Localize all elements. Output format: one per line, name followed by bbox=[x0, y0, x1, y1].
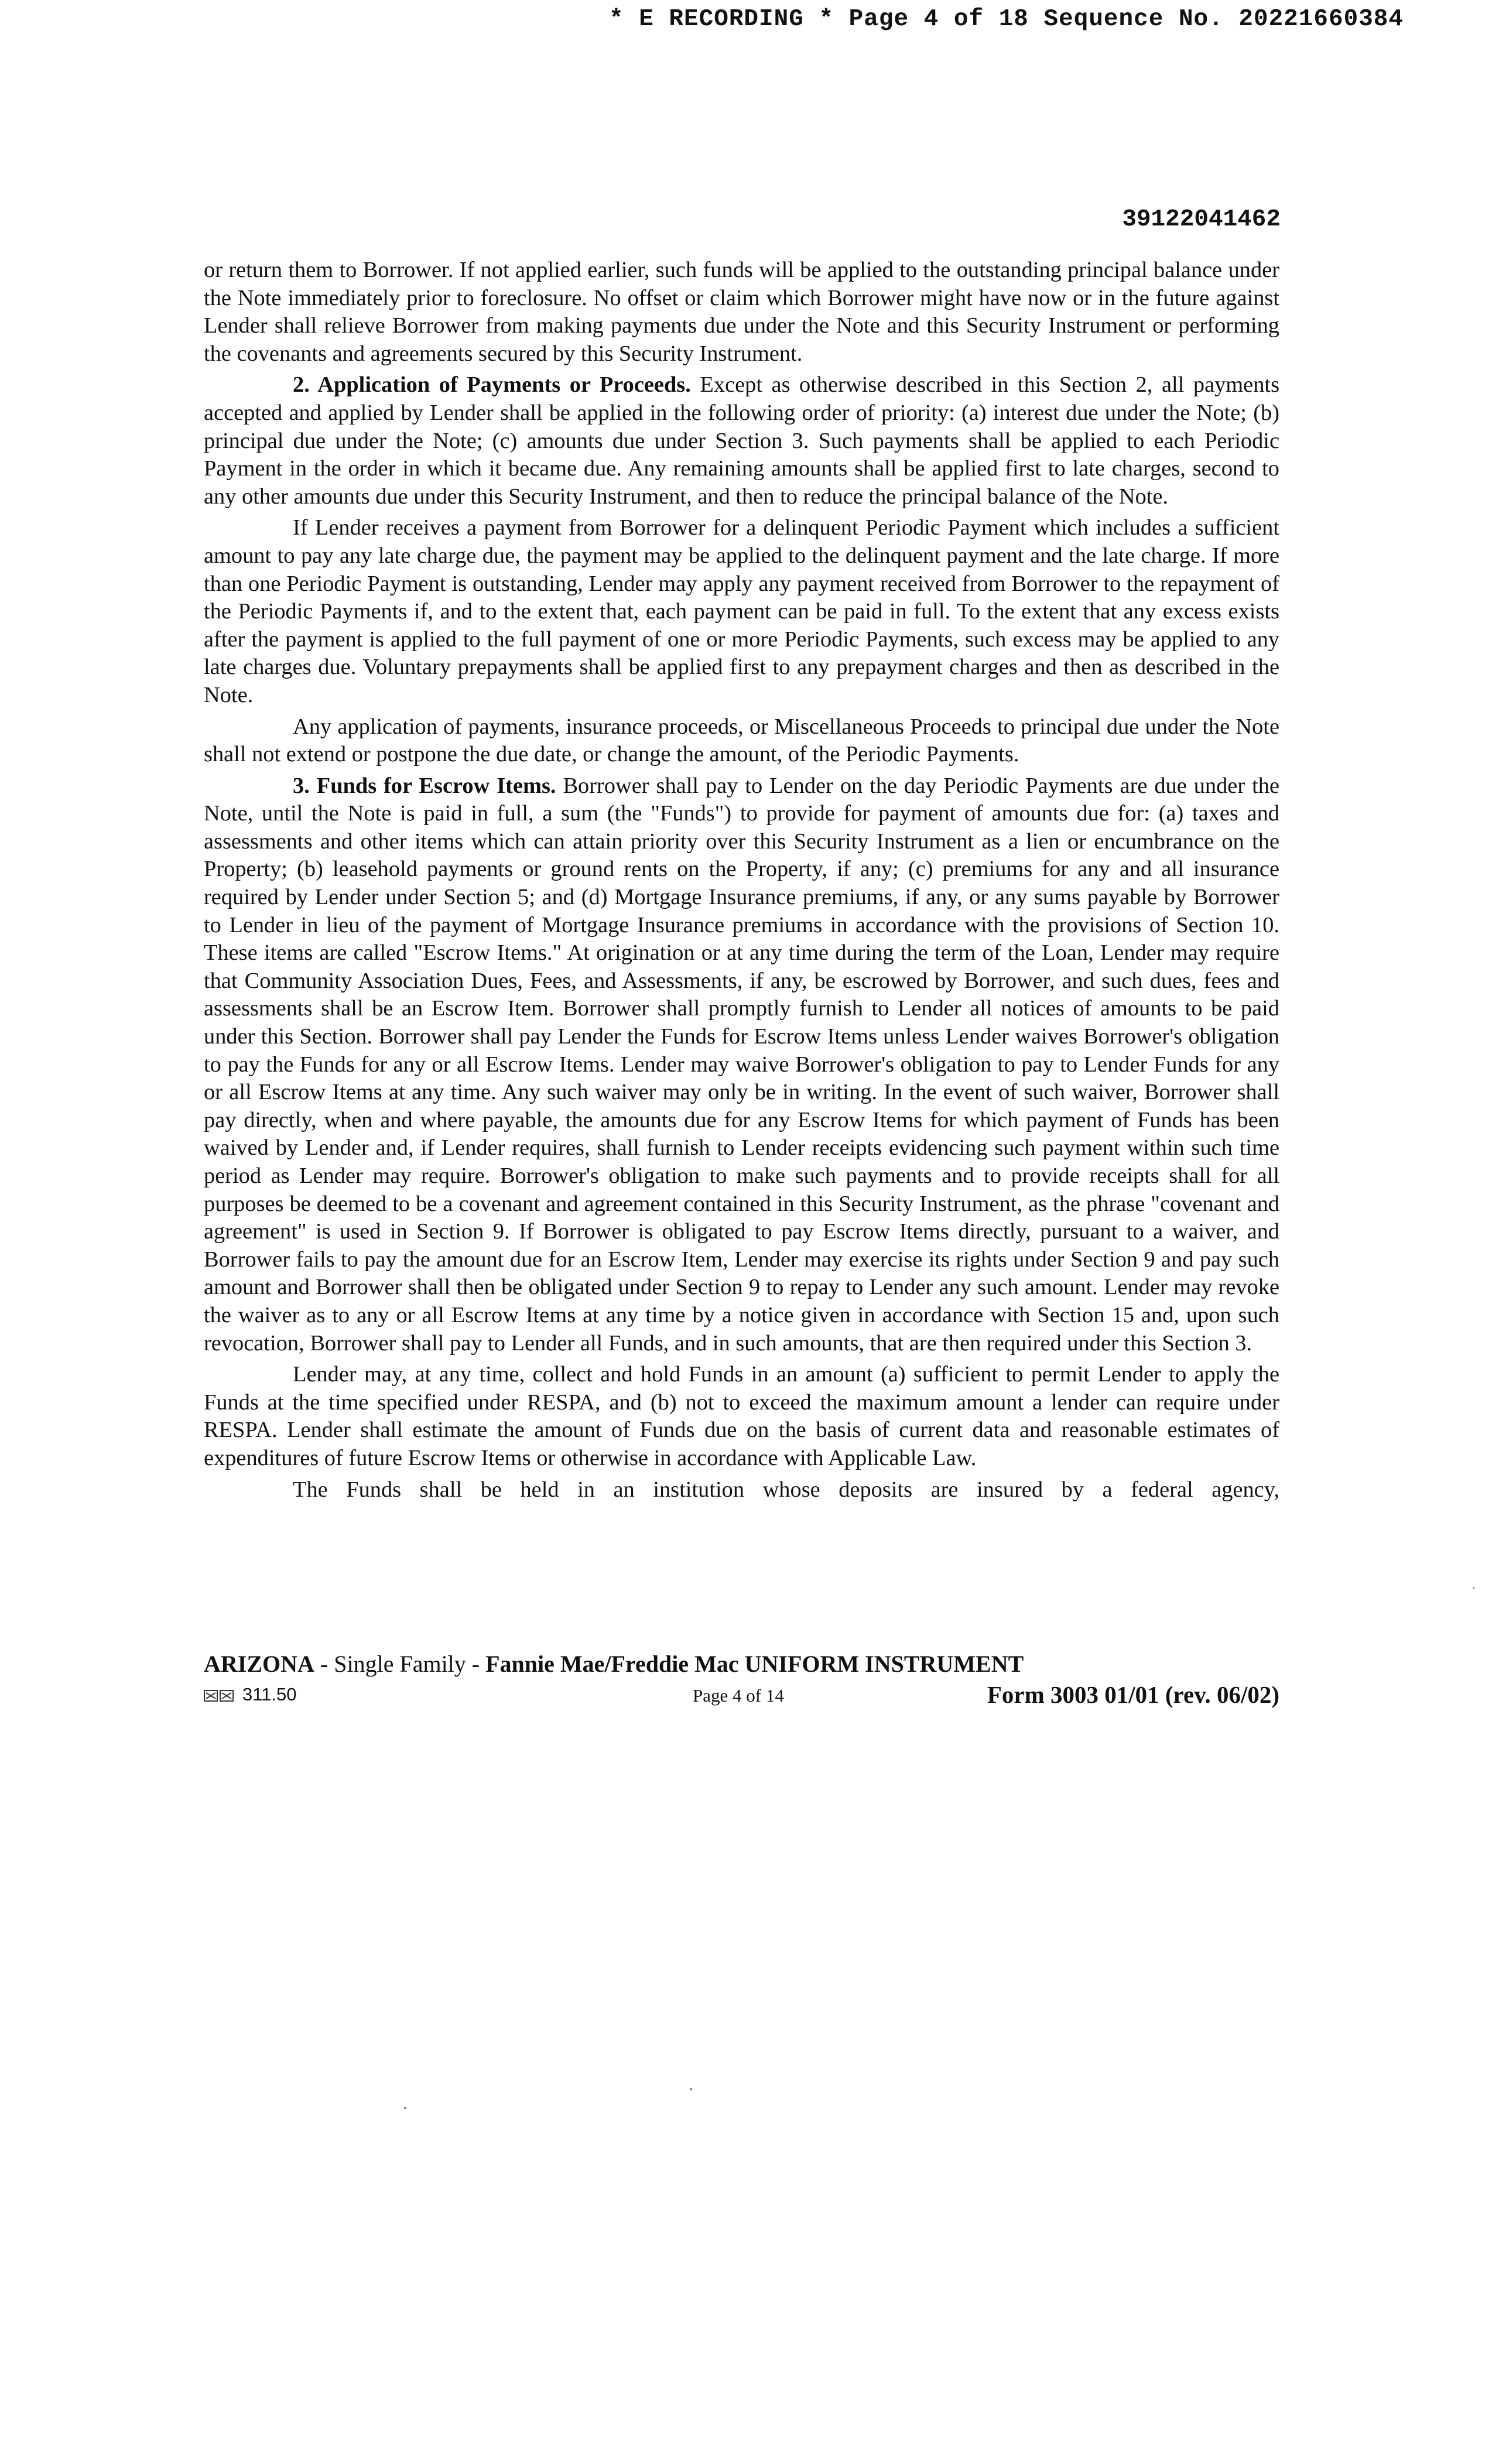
footer-title bbox=[204, 1650, 1279, 1678]
paragraph-text: or return them to Borrower. If not applied earlier, such funds will be applied to the outstanding principal balance under the Note immediately prior to foreclosure. No offset or claim which Borrower might have now or in the future against Lender shall relieve Borrower from making payments due under the Note and this Security Instrument or performing the covenants and agreements secured by this Security Instrument. bbox=[204, 258, 1279, 366]
application-paragraph bbox=[204, 713, 1279, 769]
form-number: Form 3003 01/01 (rev. 06/02) bbox=[987, 1681, 1279, 1708]
section-3-heading: 3. Funds for Escrow Items. bbox=[293, 773, 556, 798]
paragraph-text: Lender may, at any time, collect and hold Funds in an amount (a) sufficient to permit Lender to apply the Funds at the time specified under RESPA, and (b) not to exceed the maximum amount a lender can require under RESPA. Lender shall estimate the amount of Funds due on the basis of current data and reasonable estimates of expenditures of future Escrow Items or otherwise in accordance with Applicable Law. bbox=[204, 1362, 1279, 1470]
paragraph-text: The Funds shall be held in an institution whose deposits are insured by a federal agency, bbox=[293, 1477, 1279, 1502]
funds-held-paragraph bbox=[204, 1476, 1279, 1504]
form-code: 311.50 bbox=[242, 1684, 297, 1705]
paragraph-continuation bbox=[204, 256, 1279, 368]
form-id bbox=[204, 1684, 297, 1705]
respa-paragraph bbox=[204, 1361, 1279, 1472]
document-body bbox=[204, 256, 1279, 1504]
paragraph-text: Borrower shall pay to Lender on the day Periodic Payments are due under the Note, until the Note is paid in full, a sum (the "Funds") to provide for payment of amounts due for: (a) taxes and assessments and other items which can attain priority over this Security Instrument as a lien or encumbrance on the Property; (b) leasehold payments or ground rents on the Property, if any; (c) premiums for any and all insurance required by Lender under Section 5; and (d) Mortgage Insurance premiums, if any, or any sums payable by Borrower to Lender in lieu of the payment of Mortgage Insurance premiums in accordance with the provisions of Section 10. These items are called "Escrow Items." At origination or at any time during the term of the Loan, Lender may require that Community Association Dues, Fees, and Assessments, if any, be escrowed by Borrower, and such dues, fees and assessments shall be an Escrow Item. Borrower shall promptly furnish to Lender all notices of amounts to be paid under this Section. Borrower shall pay Lender the Funds for Escrow Items unless Lender waives Borrower's obligation to pay the Funds for any or all Escrow Items. Lender may waive Borrower's obligation to pay to Lender Funds for any or all Escrow Items at any time. Any such waiver may only be in writing. In the event of such waiver, Borrower shall pay directly, when and where payable, the amounts due for any Escrow Items for which payment of Funds has been waived by Lender and, if Lender requires, shall furnish to Lender receipts evidencing such payment within such time period as Lender may require. Borrower's obligation to make such payments and to provide receipts shall for all purposes be deemed to be a covenant and agreement contained in this Security Instrument, as the phrase "covenant and agreement" is used in Section 9. If Borrower is obligated to pay Escrow Items directly, pursuant to a waiver, and Borrower fails to pay the amount due for an Escrow Item, Lender may exercise its rights under Section 9 and pay such amount and Borrower shall then be obligated under Section 9 to repay to Lender any such amount. Lender may revoke the waiver as to any or all Escrow Items at any time by a notice given in accordance with Section 15 and, upon such revocation, Borrower shall pay to Lender all Funds, and in such amounts, that are then required under this Section 3. bbox=[204, 773, 1279, 1356]
delinquent-payment-paragraph bbox=[204, 514, 1279, 709]
scan-speck bbox=[404, 2107, 406, 2109]
paragraph-text: Any application of payments, insurance proceeds, or Miscellaneous Proceeds to principal due under the Note shall not extend or postpone the due date, or change the amount, of the Periodic Payments. bbox=[204, 714, 1279, 767]
publisher-logo-icon bbox=[204, 1689, 234, 1702]
recording-header: * E RECORDING * Page 4 of 18 Sequence No. 20221660384 bbox=[609, 6, 1404, 33]
footer-middle: - Single Family - bbox=[314, 1651, 486, 1677]
scan-speck bbox=[1473, 1587, 1474, 1589]
paragraph-text: If Lender receives a payment from Borrower for a delinquent Periodic Payment which includes a sufficient amount to pay any late charge due, the payment may be applied to the delinquent payment and the late charge. If more than one Periodic Payment is outstanding, Lender may apply any payment received from Borrower to the repayment of the Periodic Payments if, and to the extent that, each payment can be paid in full. To the extent that any excess exists after the payment is applied to the full payment of one or more Periodic Payments, such excess may be applied to any late charges due. Voluntary prepayments shall be applied first to any prepayment charges and then as described in the Note. bbox=[204, 515, 1279, 707]
loan-number: 39122041462 bbox=[1122, 206, 1281, 233]
page-number: Page 4 of 14 bbox=[693, 1685, 784, 1706]
paragraph-text: Except as otherwise described in this Section 2, all payments accepted and applied by Lender shall be applied in the following order of priority: (a) interest due under the Note; (b) principal due under the Note; (c) amounts due under Section 3. Such payments shall be applied to each Periodic Payment in the order in which it became due. Any remaining amounts shall be applied first to late charges, second to any other amounts due under this Security Instrument, and then to reduce the principal balance of the Note. bbox=[204, 372, 1280, 509]
scan-speck bbox=[690, 2088, 692, 2090]
footer-state: ARIZONA bbox=[204, 1651, 314, 1677]
footer-row bbox=[204, 1679, 1279, 1714]
footer-instrument: Fannie Mae/Freddie Mac UNIFORM INSTRUMENT bbox=[485, 1651, 1024, 1677]
section-2-paragraph bbox=[204, 371, 1279, 511]
section-2-heading: 2. Application of Payments or Proceeds. bbox=[293, 372, 691, 398]
section-3-paragraph bbox=[204, 772, 1279, 1357]
